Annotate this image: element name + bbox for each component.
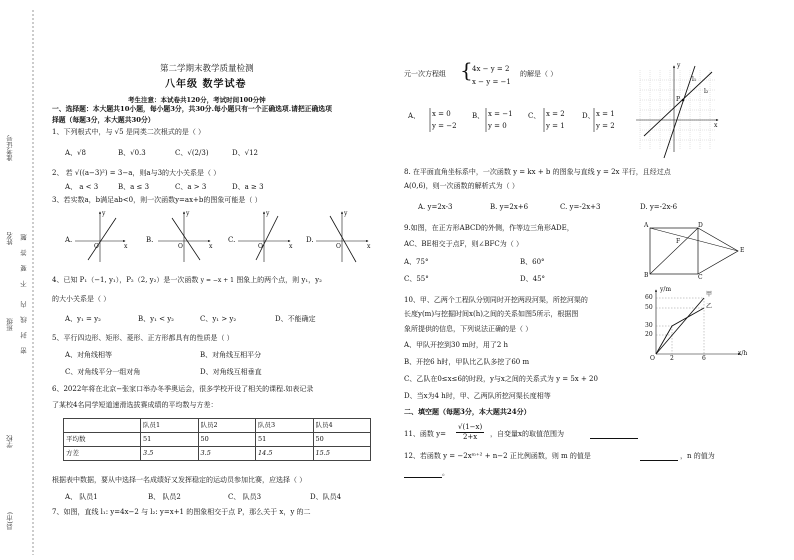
q10-option-b: B、开挖6 h时，甲队比乙队多挖了60 m [404, 358, 530, 366]
q12-n-blank[interactable] [404, 470, 442, 478]
zhunkao-label: 准考证号 [6, 135, 14, 161]
q9-label-e: E [740, 247, 745, 254]
q10-option-a: A、甲队开挖到30 m时，用了2 h [404, 341, 509, 349]
q3-d-o-label: O [336, 243, 341, 250]
q6-option-b: B、 队员2 [148, 493, 181, 501]
table-cell: 14.5 [256, 447, 314, 461]
q3-option-d: D. [306, 236, 314, 244]
q7-b2: y = 0 [488, 122, 507, 130]
q10-line1: 10、甲、乙两个工程队分别同时开挖两段河渠，所挖河渠的 [404, 296, 588, 304]
q3-b-y-label: y [186, 210, 190, 217]
q9-label-a: A [644, 222, 649, 229]
table-cell: 50 [313, 433, 371, 447]
q7-tail: 的解是（ ） [520, 70, 558, 78]
table-row [64, 433, 371, 447]
q3-stem: 3、若实数a，b满足ab<0，则一次函数y=ax+b的图象可能是（ ） [52, 196, 262, 204]
q5-option-d: D、对角线互相垂直 [200, 368, 262, 376]
q5-option-b: B、对角线互相平分 [200, 351, 262, 359]
q10-line2: 长度y(m)与挖掘时间x(h)之间的关系如图5所示，根据图 [404, 310, 579, 318]
table-cell: 50 [198, 433, 256, 447]
q6-option-d: D、队员4 [310, 493, 342, 501]
q1-option-d: D、√12 [232, 149, 258, 157]
q12-mid: ，n 的值为 [680, 452, 715, 460]
exam-note: 考生注意：本试卷共120分，考试时间100分钟 [128, 96, 266, 104]
table-cell: 51 [141, 433, 199, 447]
q5-stem: 5、平行四边形、矩形、菱形、正方形都具有的性质是（ ） [52, 334, 234, 342]
xiancheng-label: 县(市) [6, 512, 14, 531]
table-cell: 队员3 [256, 419, 314, 433]
q10-y-label: y/m [660, 286, 672, 293]
q7-graph-p: P [676, 96, 681, 103]
q9-label-f: F [676, 238, 681, 245]
q2-option-b: B、a ≤ 3 [118, 183, 150, 191]
q9-option-d: D、45° [520, 275, 546, 283]
q12-m-blank[interactable] [640, 453, 678, 461]
q3-b-o-label: O [178, 243, 183, 250]
q1-stem: 1、下列根式中，与 √5 是同类二次根式的是（ ） [52, 128, 206, 136]
q7-graph-y: y [677, 62, 681, 69]
q8-option-a: A. y=2x-3 [418, 203, 453, 211]
q9-label-d: D [698, 222, 703, 229]
q4-option-a: A、y₁ = y₂ [65, 315, 101, 323]
q7-label-c: C、 [528, 112, 541, 120]
q3-c-x-label: x [289, 243, 293, 250]
q7-a1: x = 0 [432, 110, 451, 118]
q6-line1: 6、2022年将在北京−张家口举办冬季奥运会，很多学校开设了相关的课程.如表记录 [52, 385, 314, 393]
q2-option-a: A、 a < 3 [65, 183, 99, 191]
q3-c-y-label: y [266, 210, 270, 217]
q11-post: ，自变量x的取值范围为 [490, 430, 564, 438]
q10-option-c: C、乙队在0≤x≤6的时段，y与x之间的关系式为 y = 5x + 20 [404, 375, 598, 383]
table-row [64, 419, 371, 433]
q8-option-b: B. y=2x+6 [490, 203, 529, 211]
q4-option-c: C、y₁ > y₂ [200, 315, 237, 323]
q2-option-d: D、a ≥ 3 [232, 183, 264, 191]
q3-b-x-label: x [209, 243, 213, 250]
q9-label-b: B [644, 272, 649, 279]
q7-d1: x = 1 [596, 110, 615, 118]
exam-title: 第二学期末教学质量检测 [160, 64, 254, 74]
q4-line1-b: 图象上的两个点，则 y₁，y₂ [236, 276, 322, 284]
q10-tick-2: 2 [670, 355, 674, 362]
q10-option-d: D、当x为4 h时，甲、乙两队所挖河渠长度相等 [404, 392, 551, 400]
exam-subtitle: 八年级 数学试卷 [165, 79, 247, 90]
q3-option-a: A. [65, 236, 73, 244]
q8-line2: A(0,6)，则一次函数的解析式为（ ） [404, 182, 519, 190]
q6-line2: 了某校4名同学短道速滑选拔赛成绩的平均数与方差： [52, 401, 218, 409]
q6-line3: 根据表中数据，要从中选择一名成绩好又发挥稳定的运动员参加比赛，应选择（ ） [52, 476, 307, 484]
q10-yi: 乙 [706, 303, 713, 310]
q4-line2: 的大小关系是（ ） [52, 295, 111, 303]
q6-option-c: C、 队员3 [228, 493, 262, 501]
q3-option-c: C. [228, 236, 236, 244]
q7-graph-l2: l₂ [704, 88, 709, 95]
q3-c-o-label: O [258, 243, 263, 250]
q10-tick-6: 6 [702, 355, 706, 362]
q4-func: y = −x + 1 [200, 277, 234, 284]
q3-d-y-label: y [344, 210, 348, 217]
q7-a2: y = −2 [432, 122, 457, 130]
q7-graph-l1: l₁ [692, 76, 697, 83]
q9-line2: AC、BE相交于点F，则∠BFC为（ ） [404, 240, 523, 248]
q9-option-b: B、60° [520, 258, 545, 266]
q5-option-c: C、对角线平分一组对角 [65, 368, 141, 376]
q7-eq1: 4x − y = 2 [472, 65, 510, 73]
q8-option-c: C. y=-2x+3 [560, 203, 601, 211]
q10-tick-20: 20 [645, 331, 653, 338]
q3-a-y-label: y [102, 210, 106, 217]
table-cell: 方差 [64, 447, 141, 461]
q10-jia: 甲 [706, 291, 713, 298]
q1-option-b: B、√0.3 [118, 149, 146, 157]
q3-option-b: B. [146, 236, 154, 244]
q10-tick-60: 60 [645, 294, 653, 301]
q11-fraction [456, 423, 484, 442]
table-row [64, 447, 371, 461]
mifeng-label: 密封线内 [20, 292, 28, 354]
q9-option-a: A、75° [404, 258, 429, 266]
q7-graph-x: x [714, 122, 718, 129]
q7-c2: y = 1 [546, 122, 565, 130]
table-cell: 51 [256, 433, 314, 447]
q6-score-table [63, 418, 371, 461]
q10-tick-30: 30 [645, 322, 653, 329]
q12-tail: 。 [442, 469, 449, 477]
q9-option-c: C、55° [404, 275, 429, 283]
q3-a-o-label: O [94, 243, 99, 250]
q3-a-x-label: x [124, 243, 128, 250]
q6-option-a: A、 队员1 [65, 493, 98, 501]
q2-option-c: C、a > 3 [175, 183, 207, 191]
xingming-label: 姓名 [6, 232, 14, 245]
banji-label: 班级 [6, 318, 14, 331]
q11-pre: 11、函数 y= [404, 430, 446, 438]
q1-option-a: A、√8 [65, 149, 86, 157]
q10-origin: O [650, 355, 655, 362]
q1-option-c: C、√(2/3) [175, 149, 209, 157]
table-cell: 3.5 [198, 447, 256, 461]
section2-heading: 二、填空题（每题3分，本大题共24分） [404, 407, 531, 416]
buyao-label: 不要答题 [20, 225, 28, 287]
table-cell: 3.5 [141, 447, 199, 461]
q11-numerator: √(1−x) [458, 423, 483, 431]
q8-line1: 8. 在平面直角坐标系中，一次函数 y = kx + b 的图象与直线 y = 2x 平行，且经过点 [404, 168, 671, 176]
q7-label-d: D、 [582, 112, 595, 120]
q7-brace: { [460, 58, 473, 82]
q10-tick-50: 50 [645, 304, 653, 311]
table-cell: 队员2 [198, 419, 256, 433]
q11-answer-blank[interactable] [590, 431, 638, 439]
q2-stem: 2、 若 √((a−3)²) = 3−a，则a与3的大小关系是（ ） [52, 169, 221, 177]
table-cell: 15.5 [313, 447, 371, 461]
q4-option-b: B、y₁ < y₂ [138, 315, 174, 323]
section1-heading-2: 择题（每题3分，本大题共30分） [52, 116, 155, 124]
q7-label-b: B、 [472, 112, 485, 120]
table-cell: 队员4 [313, 419, 371, 433]
xuexiao-label: 学校 [6, 435, 14, 448]
table-cell: 队员1 [141, 419, 199, 433]
q4-line1-a: 4、已知 P₁（−1, y₁），P₂（2, y₂）是一次函数 [52, 276, 199, 284]
q5-option-a: A、对角线相等 [65, 351, 113, 359]
q3-d-x-label: x [367, 243, 371, 250]
q7-eq2: x − y = −1 [472, 78, 511, 86]
q4-option-d: D、不能确定 [275, 315, 316, 323]
q7-d2: y = 2 [596, 122, 615, 130]
q9-label-c: C [698, 274, 703, 281]
q12-line1: 12、若函数 y = −2xᵐ⁺² + n−2 正比例函数，则 m 的值是 [404, 452, 591, 460]
q8-option-d: D. y=-2x-6 [640, 203, 678, 211]
table-cell [64, 419, 141, 433]
q7-stem: 7、如图，直线 l₁: y=4x−2 与 l₂: y=x+1 的图象相交于点 P，那么关于 x，y 的二 [52, 508, 311, 516]
q7-label-a: A、 [408, 112, 421, 120]
q9-line1: 9.如图，在正方形ABCD的外侧，作等边三角形ADE， [404, 224, 574, 232]
section1-heading-1: 一、选择题：本大题共10小题，每小题3分，共30分.每小题只有一个正确选项.请把正确选项 [52, 105, 332, 113]
q10-line3: 象所提供的信息，下列说法正确的是（ ） [404, 325, 533, 333]
table-cell: 平均数 [64, 433, 141, 447]
q11-denominator: 2+x [462, 432, 478, 441]
q7-b1: x = −1 [488, 110, 513, 118]
q7-c1: x = 2 [546, 110, 565, 118]
q10-x-label: x/h [738, 350, 748, 357]
q7-cont: 元一次方程组 [404, 70, 446, 78]
